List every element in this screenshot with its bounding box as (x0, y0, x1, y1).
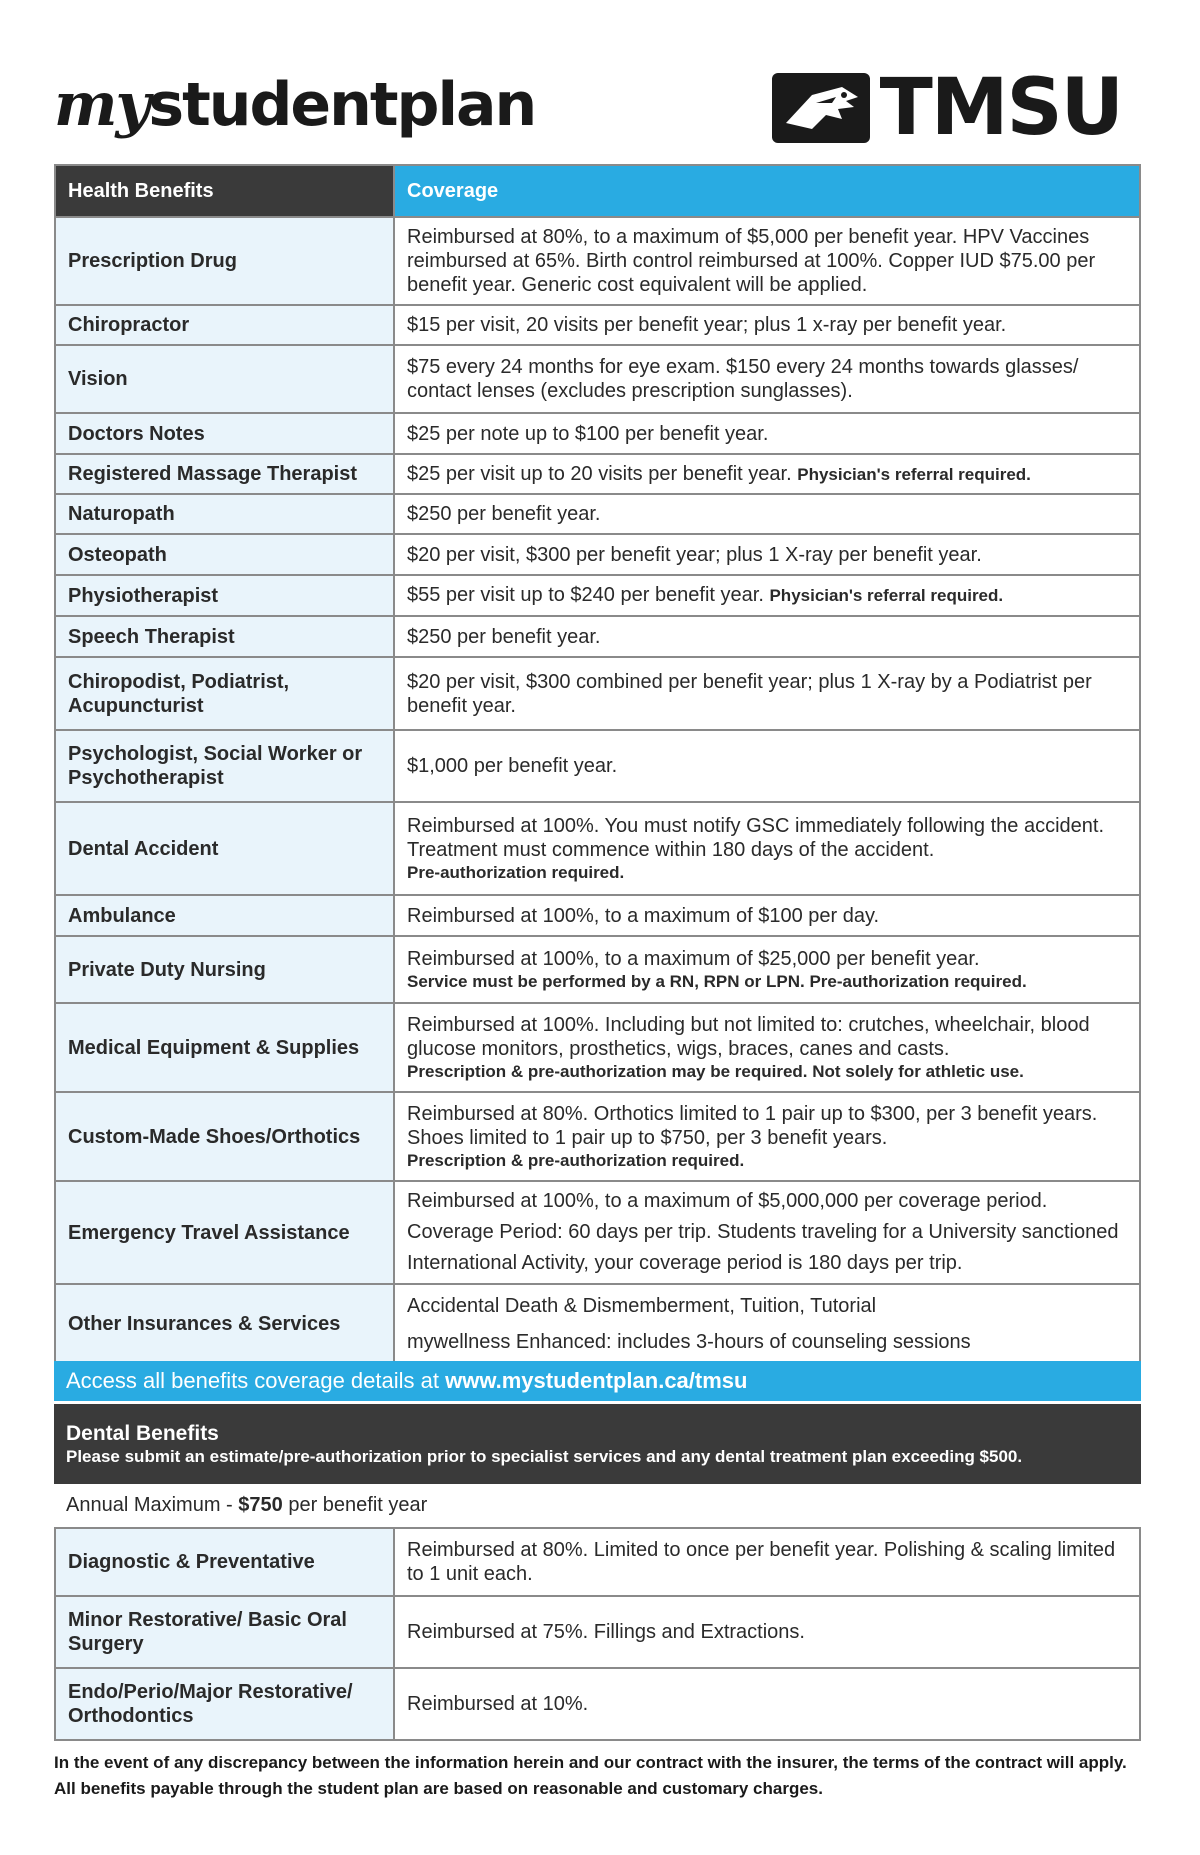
table-row (55, 1596, 1140, 1668)
table-row (55, 1181, 1140, 1284)
row-value: $15 per visit, 20 visits per benefit year; plus 1 x-ray per benefit year. (394, 305, 1140, 345)
row-label: Private Duty Nursing (55, 936, 394, 1003)
row-label: Physiotherapist (55, 575, 394, 616)
row-value: Reimbursed at 10%. (394, 1668, 1140, 1740)
row-value: Reimbursed at 80%. Limited to once per benefit year. Polishing & scaling limited to 1 unit each. (394, 1528, 1140, 1596)
plan-url-link[interactable]: www.mystudentplan.ca/tmsu (445, 1368, 748, 1393)
row-value: Accidental Death & Dismemberment, Tuition, Tutorial mywellness Enhanced: includes 3-hours of counseling sessions (394, 1284, 1140, 1364)
dental-title: Dental Benefits (66, 1422, 219, 1445)
table-row (55, 454, 1140, 494)
table-row (55, 494, 1140, 534)
table-row (55, 1528, 1140, 1596)
dental-benefits-header (54, 1404, 1141, 1484)
row-value: Reimbursed at 80%. Orthotics limited to 1 pair up to $300, per 3 benefit years. Shoes limited to 1 pair up to $750, per 3 benefit years. Prescription & pre-authorization required. (394, 1092, 1140, 1181)
row-label: Emergency Travel Assistance (55, 1181, 394, 1284)
row-label: Registered Massage Therapist (55, 454, 394, 494)
row-label: Endo/Perio/Major Restorative/ Orthodontics (55, 1668, 394, 1740)
row-value: $1,000 per benefit year. (394, 730, 1140, 802)
row-note: Prescription & pre-authorization required. (407, 1150, 745, 1170)
table-row (55, 730, 1140, 802)
row-label: Custom-Made Shoes/Orthotics (55, 1092, 394, 1181)
table-row (55, 657, 1140, 730)
row-value: $20 per visit, $300 per benefit year; plus 1 X-ray per benefit year. (394, 534, 1140, 575)
table-row (55, 895, 1140, 936)
row-label: Chiropractor (55, 305, 394, 345)
row-value: Reimbursed at 100%. You must notify GSC immediately following the accident. Treatment must commence within 180 days of the accident. Pre-authorization required. (394, 802, 1140, 895)
table-row (55, 575, 1140, 616)
row-value: Reimbursed at 75%. Fillings and Extractions. (394, 1596, 1140, 1668)
hawk-icon (772, 73, 870, 143)
row-note: Physician's referral required. (797, 464, 1031, 484)
table-row (55, 345, 1140, 413)
row-label: Chiropodist, Podiatrist, Acupuncturist (55, 657, 394, 730)
page-header (54, 60, 1140, 153)
health-benefits-table (54, 164, 1141, 1365)
access-details-bar: Access all benefits coverage details at www.mystudentplan.ca/tmsu (54, 1361, 1141, 1401)
dental-subtitle: Please submit an estimate/pre-authorization prior to specialist services and any dental treatment plan exceeding $500. (66, 1447, 1023, 1466)
row-value: Reimbursed at 80%, to a maximum of $5,000 per benefit year. HPV Vaccines reimbursed at 65%. Birth control reimbursed at 100%. Copper IUD $75.00 per benefit year. Generic cost equivalent will be applied. (394, 217, 1140, 305)
mystudentplan-logo: mystudentplan (54, 70, 536, 140)
row-label: Diagnostic & Preventative (55, 1528, 394, 1596)
table-row (55, 534, 1140, 575)
row-value: Reimbursed at 100%, to a maximum of $25,000 per benefit year. Service must be performed by a RN, RPN or LPN. Pre-authorization required. (394, 936, 1140, 1003)
row-note: Physician's referral required. (769, 586, 1004, 605)
row-label: Prescription Drug (55, 217, 394, 305)
coverage-header: Coverage (394, 165, 1140, 217)
row-value: $250 per benefit year. (394, 494, 1140, 534)
row-note: Service must be performed by a RN, RPN or LPN. Pre-authorization required. (407, 971, 1027, 991)
row-value: $20 per visit, $300 combined per benefit year; plus 1 X-ray by a Podiatrist per benefit year. (394, 657, 1140, 730)
row-value: $25 per visit up to 20 visits per benefit year. Physician's referral required. (394, 454, 1140, 494)
table-row (55, 217, 1140, 305)
row-value: $75 every 24 months for eye exam. $150 every 24 months towards glasses/ contact lenses (excludes prescription sunglasses). (394, 345, 1140, 413)
table-row (55, 936, 1140, 1003)
row-label: Osteopath (55, 534, 394, 575)
row-value: Reimbursed at 100%, to a maximum of $100 per day. (394, 895, 1140, 936)
dental-benefits-table (54, 1527, 1141, 1741)
table-row (55, 413, 1140, 454)
row-note: Prescription & pre-authorization may be required. Not solely for athletic use. (407, 1061, 1024, 1081)
table-row (55, 1003, 1140, 1092)
table-row (55, 1284, 1140, 1364)
row-label: Doctors Notes (55, 413, 394, 454)
health-benefits-header: Health Benefits (55, 165, 394, 217)
row-label: Naturopath (55, 494, 394, 534)
table-row (55, 1092, 1140, 1181)
row-label: Psychologist, Social Worker or Psychotherapist (55, 730, 394, 802)
table-row (55, 1668, 1140, 1740)
row-label: Medical Equipment & Supplies (55, 1003, 394, 1092)
row-label: Vision (55, 345, 394, 413)
table-row (55, 616, 1140, 657)
row-label: Dental Accident (55, 802, 394, 895)
row-label: Speech Therapist (55, 616, 394, 657)
annual-maximum: Annual Maximum - $750 per benefit year (66, 1494, 428, 1516)
disclaimer-text: In the event of any discrepancy between the information herein and our contract with the insurer, the terms of the contract will apply. All benefits payable through the student plan are based on reasonable and customary charges. (54, 1753, 1127, 1798)
row-note: Pre-authorization required. (407, 862, 625, 882)
tmsu-logo: TMSU (772, 66, 1122, 150)
row-label: Minor Restorative/ Basic Oral Surgery (55, 1596, 394, 1668)
row-value: $25 per note up to $100 per benefit year. (394, 413, 1140, 454)
row-value: $55 per visit up to $240 per benefit year. Physician's referral required. (394, 575, 1140, 616)
row-label: Ambulance (55, 895, 394, 936)
row-value: Reimbursed at 100%. Including but not limited to: crutches, wheelchair, blood glucose monitors, prosthetics, wigs, braces, canes and casts. Prescription & pre-authorization may be required. Not solely for athletic use. (394, 1003, 1140, 1092)
table-row (55, 802, 1140, 895)
row-value: Reimbursed at 100%, to a maximum of $5,000,000 per coverage period. Coverage Period: 60 days per trip. Students traveling for a University sanctioned International Activity, your coverage period is 180 days per trip. (394, 1181, 1140, 1284)
row-value: $250 per benefit year. (394, 616, 1140, 657)
row-label: Other Insurances & Services (55, 1284, 394, 1364)
table-row (55, 305, 1140, 345)
